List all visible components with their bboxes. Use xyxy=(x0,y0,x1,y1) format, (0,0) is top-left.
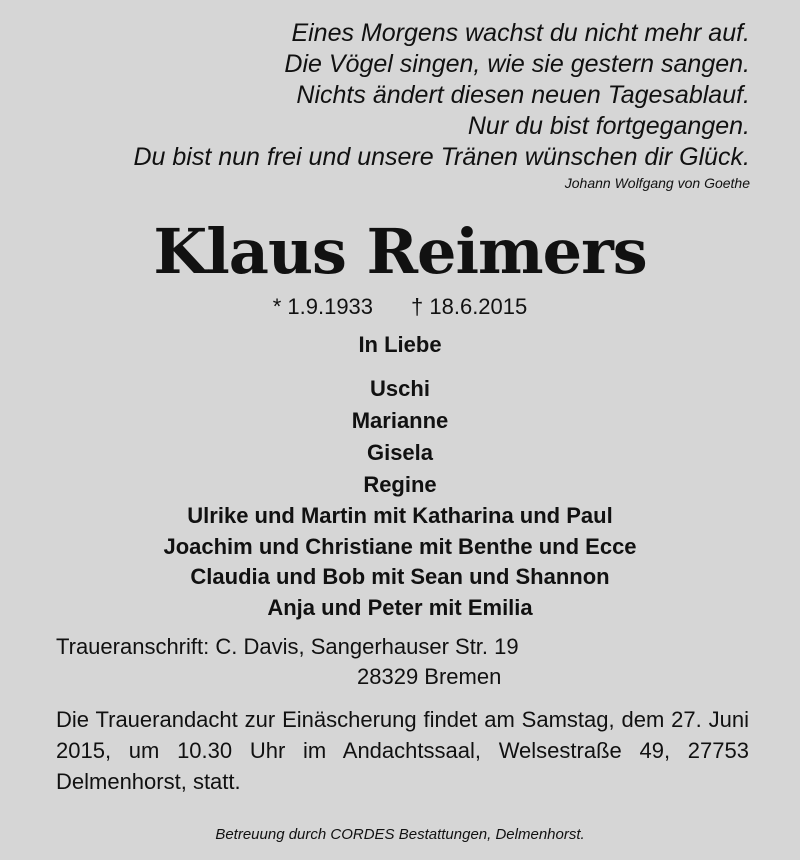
family-member: Claudia und Bob mit Sean und Shannon xyxy=(190,564,610,589)
family-member: Anja und Peter mit Emilia xyxy=(267,594,533,620)
family-member: Marianne xyxy=(351,408,449,433)
poem-line: Nichts ändert diesen neuen Tagesablauf. xyxy=(296,81,750,109)
family-member: Joachim und Christiane mit Benthe und Ecce xyxy=(163,533,637,559)
poem xyxy=(50,18,750,173)
life-dates xyxy=(0,293,800,321)
funeral-home-credit: Betreuung durch CORDES Bestattungen, Delmenhorst. xyxy=(215,826,585,843)
address-city: 28329 Bremen xyxy=(357,664,502,689)
birth-date: * 1.9.1933 xyxy=(272,294,374,319)
poem-author: Johann Wolfgang von Goethe xyxy=(564,175,750,191)
address-line: Traueranschrift: C. Davis, Sangerhauser Str. 19 xyxy=(56,634,519,659)
family-member: Gisela xyxy=(366,440,434,465)
family-member: Uschi xyxy=(370,376,430,401)
poem-line: Die Vögel singen, wie sie gestern sangen. xyxy=(284,50,750,78)
poem-line: Du bist nun frei und unsere Tränen wünschen dir Glück. xyxy=(133,143,750,171)
in-love-heading: In Liebe xyxy=(358,332,442,357)
family-list xyxy=(0,373,800,623)
family-member: Regine xyxy=(363,472,437,497)
death-date: † 18.6.2015 xyxy=(411,294,528,319)
deceased-name: Klaus Reimers xyxy=(153,215,647,288)
mourning-address xyxy=(56,632,519,692)
poem-line: Nur du bist fortgegangen. xyxy=(467,112,750,140)
family-member: Ulrike und Martin mit Katharina und Paul xyxy=(187,503,613,528)
poem-line: Eines Morgens wachst du nicht mehr auf. xyxy=(291,19,750,47)
funeral-notice: Die Trauerandacht zur Einäscherung findet am Samstag, dem 27. Juni 2015, um 10.30 Uhr im Andachtssaal, Welsestraße 49, 27753 Delmenhorst, statt. xyxy=(56,707,749,794)
